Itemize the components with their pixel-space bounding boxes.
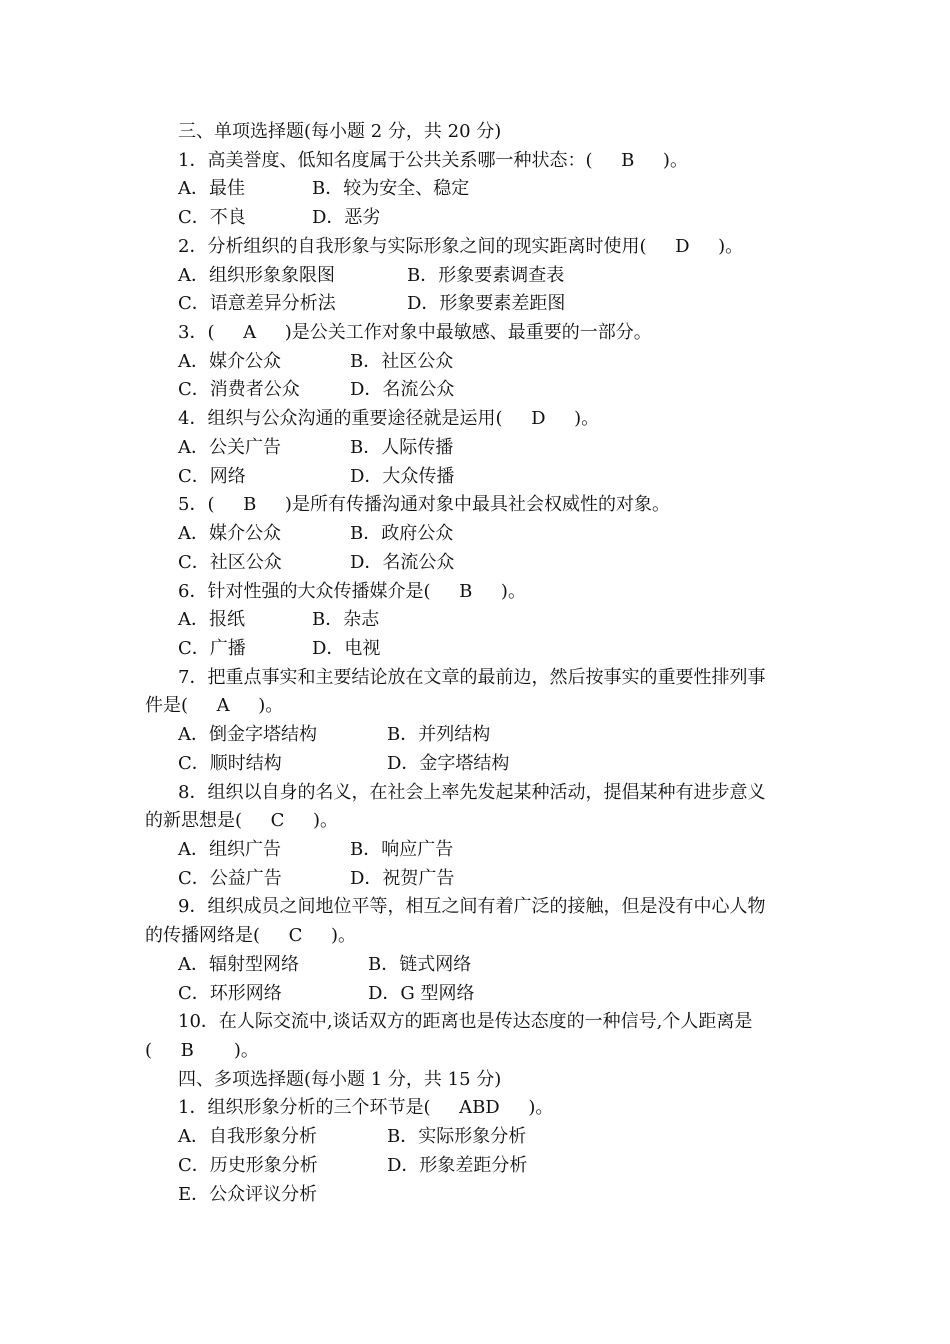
answer-option: C．历史形象分析: [178, 1154, 318, 1176]
answer-option: D．金字塔结构: [387, 752, 510, 774]
answer-option: B．较为安全、稳定: [312, 178, 470, 200]
answer-option: A．组织广告: [178, 839, 281, 860]
answer-option: D．形象差距分析: [387, 1154, 528, 1176]
answer-option: A．自我形象分析: [178, 1126, 317, 1148]
answer-option: B．并列结构: [387, 724, 491, 746]
question-stem-continued: ( B )。: [145, 1040, 259, 1062]
answer-option: E．公众评议分析: [178, 1183, 318, 1205]
answer-option: B．响应广告: [350, 839, 454, 860]
answer-option: D．电视: [312, 637, 381, 659]
answer-option: D．名流公众: [350, 551, 455, 573]
answer-option: C．顺时结构: [178, 752, 282, 774]
section-heading: 四、多项选择题(每小题 1 分，共 15 分): [178, 1068, 502, 1090]
answer-option: C．社区公众: [178, 551, 282, 573]
question-stem: 6．针对性强的大众传播媒介是( B )。: [178, 580, 526, 602]
answer-option: C．环形网络: [178, 982, 282, 1004]
question-stem: 1．高美誉度、低知名度属于公共关系哪一种状态：( B )。: [178, 149, 688, 171]
question-stem: 7．把重点事实和主要结论放在文章的最前边，然后按事实的重要性排列事: [178, 666, 766, 688]
answer-option: A．最佳: [178, 178, 245, 200]
answer-option: C．不良: [178, 207, 246, 229]
question-stem-continued: 件是( A )。: [145, 695, 284, 717]
answer-option: B．形象要素调查表: [407, 264, 565, 286]
answer-option: D．恶劣: [312, 207, 381, 229]
answer-option: A．辐射型网络: [178, 953, 299, 975]
answer-option: B．社区公众: [350, 350, 454, 372]
question-stem: 2．分析组织的自我形象与实际形象之间的现实距离时使用( D )。: [178, 235, 744, 257]
question-stem: 1．组织形象分析的三个环节是( ABD )。: [178, 1097, 554, 1119]
question-stem-continued: 的传播网络是( C )。: [145, 925, 357, 947]
answer-option: B．实际形象分析: [387, 1126, 527, 1148]
answer-option: A．组织形象象限图: [178, 264, 335, 286]
answer-option: C．消费者公众: [178, 379, 300, 401]
answer-option: C．广播: [178, 637, 246, 659]
answer-option: C．公益广告: [178, 867, 282, 889]
answer-option: D．名流公众: [350, 379, 455, 401]
answer-option: A．媒介公众: [178, 523, 281, 545]
answer-option: A．倒金字塔结构: [178, 724, 317, 746]
answer-option: A．报纸: [178, 609, 245, 631]
question-stem: 4．组织与公众沟通的重要途径就是运用( D )。: [178, 408, 600, 430]
answer-option: B．链式网络: [368, 953, 472, 975]
answer-option: B．政府公众: [350, 523, 454, 545]
answer-option: C．网络: [178, 465, 246, 487]
answer-option: D．大众传播: [350, 465, 455, 487]
answer-option: B．杂志: [312, 609, 380, 631]
question-stem: 3．( A )是公关工作对象中最敏感、最重要的一部分。: [178, 322, 652, 344]
section-heading: 三、单项选择题(每小题 2 分，共 20 分): [178, 121, 502, 142]
answer-option: A．公关广告: [178, 436, 281, 458]
answer-option: C．语意差异分析法: [178, 293, 336, 315]
answer-option: A．媒介公众: [178, 350, 281, 372]
answer-option: D．G 型网络: [368, 982, 475, 1004]
answer-option: D．祝贺广告: [350, 867, 455, 889]
question-stem: 10．在人际交流中,谈话双方的距离也是传达态度的一种信号,个人距离是: [178, 1011, 753, 1033]
answer-option: B．人际传播: [350, 436, 454, 458]
question-stem: 9．组织成员之间地位平等，相互之间有着广泛的接触，但是没有中心人物: [178, 896, 766, 918]
question-stem: 8．组织以自身的名义，在社会上率先发起某种活动，提倡某种有进步意义: [178, 781, 766, 803]
answer-option: D．形象要素差距图: [407, 293, 566, 315]
question-stem: 5．( B )是所有传播沟通对象中最具社会权威性的对象。: [178, 494, 670, 516]
question-stem-continued: 的新思想是( C )。: [145, 810, 339, 832]
